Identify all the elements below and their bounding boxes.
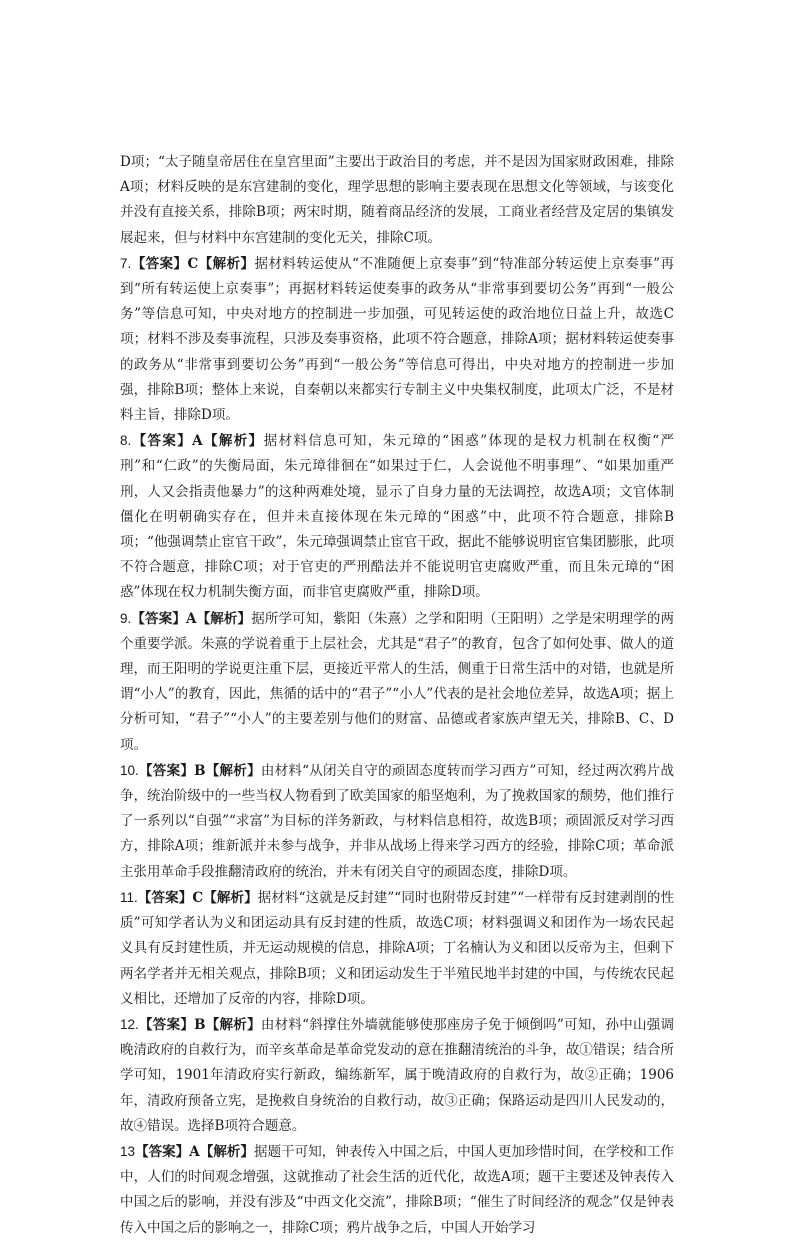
continuation-paragraph	[120, 150, 674, 251]
answer-tag: 【答案】A	[131, 610, 197, 627]
paragraph-text: 据材料“这就是反封建”“同时也附带反封建”“一样带有反封建剥削的性质”可知学者认为义和团运动具有反封建的性质，故选C项；材料强调义和团作为一场农民起义具有反封建性质，并无运动规模的信息，排除A项；丁名楠认为义和团以反帝为主，但剩下两名学者并无相关观点，排除B项；义和团运动发生于半殖民地半封建的中国，与传统农民起义相比，还增加了反帝的内容，排除D项。	[120, 889, 674, 1007]
paragraph-text: 由材料“从闭关自守的顽固态度转而学习西方”可知，经过两次鸦片战争，统治阶级中的一些当权人物看到了欧美国家的船坚炮利，为了挽救国家的颓势，他们推行了一系列以“自强”“求富”为目标的洋务新政，与材料信息相符，故选B项；顽固派反对学习西方，排除A项；维新派并未参与战争，并非从战场上得来学习西方的经验，排除C项；革命派主张用革命手段推翻清政府的统治，并未有闭关自守的顽固态度，排除D项。	[120, 762, 674, 880]
question-number: 9.	[120, 610, 132, 626]
analysis-tag: 【解析】	[196, 610, 252, 627]
paragraph-text: 据材料转运使从“不准随便上京奏事”到“特准部分转运使上京奏事”再到“所有转运使上京奏事”；再据材料转运使奏事的政务从“非常事到要切公务”再到“一般公务”等信息可知，中央对地方的控制进一步加强，可见转运使的政治地位日益上升，故选C项；材料不涉及奏事流程，只涉及奏事资格，此项不符合题意，排除A项；据材料转运使奏事的政务从“非常事到要切公务”再到“一般公务”等信息可得出，中央对地方的控制进一步加强，排除B项；整体上来说，自秦朝以来都实行专制主义中央集权制度，此项太广泛，不是材料主旨，排除D项。	[120, 255, 675, 424]
question-8-analysis	[120, 428, 674, 605]
question-number: 8.	[120, 433, 132, 449]
question-number: 11.	[120, 889, 138, 905]
analysis-tag: 【解析】	[205, 1016, 261, 1033]
answer-tag: 【答案】B	[138, 762, 206, 779]
answer-tag: 【答案】C	[131, 255, 199, 272]
question-11-analysis	[120, 885, 674, 1012]
answer-tag: 【答案】A	[135, 1143, 200, 1160]
analysis-tag: 【解析】	[203, 889, 258, 906]
question-7-analysis	[120, 251, 674, 428]
answer-tag: 【答案】B	[138, 1016, 206, 1033]
answer-tag: 【答案】A	[131, 433, 203, 450]
question-number: 7.	[120, 255, 132, 271]
analysis-tag: 【解析】	[205, 762, 261, 779]
question-9-analysis	[120, 606, 674, 758]
answer-analysis-document	[120, 150, 674, 1241]
paragraph-text: 据题干可知，钟表传入中国之后，中国人更加珍惜时间，在学校和工作中，人们的时间观念增强，这就推动了社会生活的近代化，故选A项；题干主要述及钟表传入中国之后的影响，并没有涉及“中西文化交流”，排除B项；“催生了时间经济的观念”仅是钟表传入中国之后的影响之一，排除C项；鸦片战争之后，中国人开始学习	[120, 1143, 675, 1236]
question-13-analysis	[120, 1139, 674, 1241]
question-12-analysis	[120, 1012, 674, 1139]
analysis-tag: 【解析】	[199, 1143, 255, 1160]
question-number: 12.	[120, 1016, 139, 1032]
paragraph-text: 由材料“斜撑住外墙就能够使那座房子免于倾倒吗”可知，孙中山强调晚清政府的自救行为，而辛亥革命是革命党发动的意在推翻清统治的斗争，故①错误；结合所学可知，1901年清政府实行新政，编练新军，属于晚清政府的自救行为，故②正确；1906年，清政府预备立宪，是挽救自身统治的自救行动，故③正确；保路运动是四川人民发动的，故④错误。选择B项符合题意。	[120, 1016, 674, 1134]
paragraph-text: 据所学可知，紫阳（朱熹）之学和阳明（王阳明）之学是宋明理学的两个重要学派。朱熹的学说着重于上层社会，尤其是“君子”的教育，包含了如何处事、做人的道理，而王阳明的学说更注重下层，更接近平常人的生活，侧重于日常生活中的对错，也就是所谓“小人”的教育，因此，焦循的话中的“君子”“小人”代表的是社会地位差异，故选A项；据上分析可知，“君子”“小人”的主要差别与他们的财富、品德或者家族声望无关，排除B、C、D项。	[120, 610, 674, 753]
paragraph-text: 据材料信息可知，朱元璋的“困惑”体现的是权力机制在权衡“严刑”和“仁政”的失衡局面，朱元璋徘徊在“如果过于仁，人会说他不明事理”、“如果加重严刑，人又会指责他暴力”的这种两难处境，显示了自身力量的无法调控，故选A项；文官体制僵化在明朝确实存在，但并未直接体现在朱元璋的“困惑”中，此项不符合题意，排除B项；“他强调禁止宦官干政”，朱元璋强调禁止宦官干政，据此不能够说明宦官集团膨胀，此项不符合题意，排除C项；对于官吏的严刑酷法并不能说明官吏腐败严重，而且朱元璋的“困惑”体现在权力机制失衡方面，而非官吏腐败严重，排除D项。	[120, 433, 674, 601]
analysis-tag: 【解析】	[198, 255, 255, 272]
question-number: 13	[120, 1143, 136, 1159]
question-number: 10.	[120, 762, 139, 778]
paragraph-text: D项；“太子随皇帝居住在皇宫里面”主要出于政治目的考虑，并不是因为国家财政困难，排除A项；材料反映的是东宫建制的变化，理学思想的影响主要表现在思想文化等领域，与该变化并没有直接关系，排除B项；两宋时期，随着商品经济的发展，工商业者经营及定居的集镇发展起来，但与材料中东宫建制的变化无关，排除C项。	[120, 154, 674, 246]
question-10-analysis	[120, 758, 674, 885]
analysis-tag: 【解析】	[202, 433, 264, 450]
answer-tag: 【答案】C	[137, 889, 204, 906]
